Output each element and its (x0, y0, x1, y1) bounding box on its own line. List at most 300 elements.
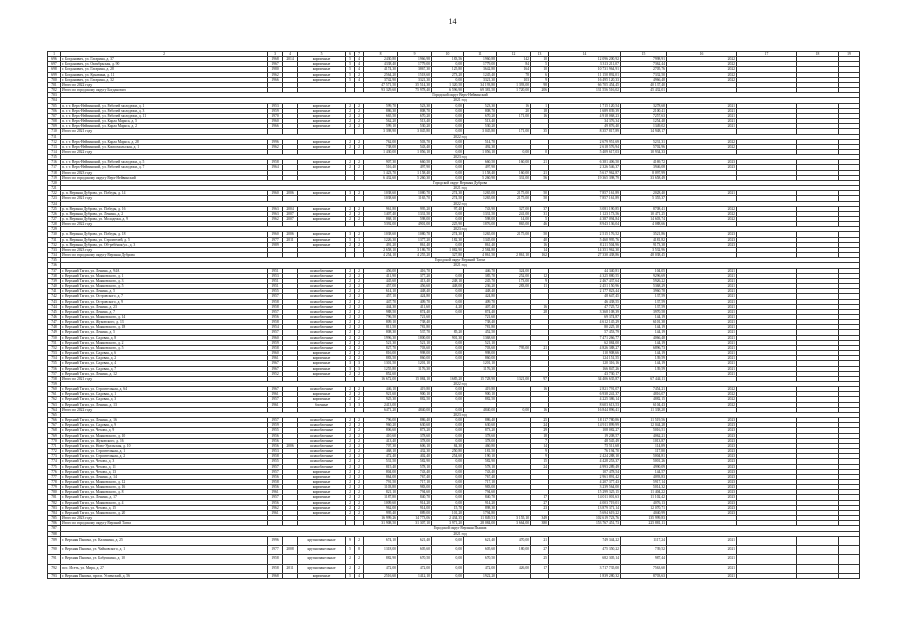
table-cell: 2 (346, 289, 355, 294)
row-number-cell: 775 (48, 464, 61, 469)
table-cell: 961,80 (364, 206, 398, 211)
table-cell: 988,50 (364, 309, 398, 314)
table-cell: 874,40 (464, 309, 497, 314)
table-cell: кирпичные (298, 495, 346, 500)
table-cell: 283,00 (497, 284, 531, 289)
address-cell: г. Верхний Тагил, ул. Маяковского, д. 2 (61, 340, 268, 345)
row-number-cell: 740 (48, 284, 61, 289)
table-cell: 250,80 (432, 449, 464, 454)
row-number-cell: 723 (48, 196, 61, 201)
table-cell: 80 225,18 (549, 325, 621, 330)
table-cell: 6 432,60 (364, 175, 398, 180)
table-cell: 2008 (283, 545, 298, 554)
table-cell: 1 158,40 (398, 170, 432, 175)
table-cell: 2 618 576,94 (549, 144, 621, 149)
table-cell: 15 (531, 459, 549, 464)
row-number-cell: 749 (48, 330, 61, 335)
row-number-cell: 766 (48, 418, 61, 423)
address-cell: г. Верхний Тагил, ул. Маяковского, д. 16 (61, 485, 268, 490)
table-cell: шлакоблочные (298, 428, 346, 433)
table-cell: 0,00 (432, 62, 464, 67)
row-number-cell: 762 (48, 397, 61, 402)
column-number-cell: 2 (61, 52, 268, 57)
table-cell: 3 (346, 366, 355, 371)
table-cell: 411,60 (398, 304, 432, 309)
address-cell: г. Верхний Тагил, ул. Ленина, д. 94А (61, 268, 268, 273)
table-cell: 2 (355, 160, 364, 165)
table-cell: шлакоблочные (298, 278, 346, 283)
table-cell: 0,00 (432, 545, 464, 554)
table-cell: 15 728,90 (464, 376, 497, 381)
table-cell: 40 (531, 237, 549, 242)
table-cell: 4174,30 (364, 67, 398, 72)
table-cell: 46 (531, 222, 549, 227)
table-cell: 46 438,55 (549, 299, 621, 304)
table-cell: 2 (355, 428, 364, 433)
row-number-cell: 735 (48, 258, 61, 263)
table-cell: кирпичные (298, 211, 346, 216)
table-cell: 1958 (268, 320, 283, 325)
table-cell: 886,40 (464, 418, 497, 423)
table-cell: 2 (346, 464, 355, 469)
table-cell: 3278,68 (621, 103, 667, 108)
table-cell: 29 (531, 428, 549, 433)
table-cell: 900,10 (398, 392, 432, 397)
table-cell: 2 (346, 500, 355, 505)
table-cell: 6 596,90 (432, 88, 464, 93)
table-cell: шлакоблочные (298, 449, 346, 454)
table-cell: 821,10 (364, 490, 398, 495)
table-cell: 2 (355, 108, 364, 113)
table-cell: 1957 (268, 469, 283, 474)
table-cell: 2021 (667, 124, 737, 129)
address-cell: п. г. т. Верх-Нейвинский, ул. Рабочей молодежи, д. 1 (61, 103, 268, 108)
table-cell: 409,70 (464, 299, 497, 304)
table-cell: 1956 (268, 314, 283, 319)
table-cell: 1794,80 (464, 510, 497, 515)
table-cell: 1996,30 (364, 335, 398, 340)
table-cell: 1226,30 (364, 237, 398, 242)
table-cell: 794,60 (464, 490, 497, 495)
table-cell: 1265,00 (464, 232, 497, 237)
table-cell: 2 (355, 330, 364, 335)
section-heading-cell: Городской округ Верхняя Пышма (61, 526, 860, 531)
table-cell: 521,10 (464, 340, 497, 345)
table-cell: 4 (355, 67, 364, 72)
table-cell: 171,00 (497, 113, 531, 118)
table-cell: 2021 (667, 320, 737, 325)
table-cell: кирпичные (298, 242, 346, 247)
table-cell: 274,30 (432, 232, 464, 237)
table-cell: 914,20 (398, 500, 432, 505)
table-cell: 3 717 735,00 (549, 564, 621, 573)
column-number-cell: 15 (621, 52, 667, 57)
table-cell: 2021 (667, 278, 737, 283)
column-number-cell: 16 (667, 52, 737, 57)
table-cell: 921,60 (364, 392, 398, 397)
table-cell: 1080,70 (398, 191, 432, 196)
table-cell: 503,70 (398, 139, 432, 144)
table-cell: кирпичные (298, 510, 346, 515)
table-cell: 10 471,25 (621, 211, 667, 216)
table-cell: 2 (346, 351, 355, 356)
table-cell: 738,40 (398, 320, 432, 325)
table-cell: 2 (346, 433, 355, 438)
table-cell: 3 045,80 (464, 129, 497, 134)
table-cell: 27 (531, 500, 549, 505)
row-number-cell: 703 (48, 93, 61, 98)
table-cell: 35 (531, 129, 549, 134)
table-cell: 2 (346, 160, 355, 165)
table-cell (737, 545, 797, 554)
table-cell: 2 (355, 113, 364, 118)
table-cell: 16 844 896,41 (549, 407, 621, 412)
table-cell: 907,30 (364, 160, 398, 165)
table-cell: 14 773,06 (398, 516, 432, 521)
table-cell: 1201,10 (398, 361, 432, 366)
table-cell: 120 316,16 (549, 361, 621, 366)
address-cell: г. Верхний Тагил, ул. Ново-Уральская, д. 10 (61, 443, 268, 448)
table-cell: 497,90 (398, 165, 432, 170)
table-cell: 0,00 (432, 387, 464, 392)
section-heading-cell: 2023 год (61, 155, 860, 160)
table-cell: 2023 (667, 428, 737, 433)
table-cell: 2 (355, 340, 364, 345)
table-cell: 1956 (268, 485, 283, 490)
row-number-cell: 715 (48, 155, 61, 160)
table-cell: 0,00 (497, 149, 531, 154)
table-cell: 385,70 (464, 273, 497, 278)
table-cell: 531,50 (364, 459, 398, 464)
table-cell: 447,70 (364, 299, 398, 304)
table-row (48, 536, 860, 545)
table-cell: 614,10 (364, 289, 398, 294)
table-cell: 2021 (667, 351, 737, 356)
table-cell: 2705,76 (621, 67, 667, 72)
table-cell: 11 102,42 (621, 495, 667, 500)
table-cell: шлакоблочные (298, 335, 346, 340)
table-cell: 874,40 (398, 309, 432, 314)
table-cell: 2 (346, 555, 355, 564)
table-cell: 24 (531, 464, 549, 469)
table-cell: 703,60 (398, 345, 432, 350)
table-cell: 9 (531, 278, 549, 283)
table-cell: 5 (346, 67, 355, 72)
table-cell: 4840,00 (464, 407, 497, 412)
table-cell: 2023 (667, 443, 737, 448)
table-cell: 0,00 (432, 479, 464, 484)
row-number-cell: 790 (48, 545, 61, 554)
table-cell (797, 536, 839, 545)
table-cell: 2023 (667, 165, 737, 170)
section-heading-cell: 2021 год (61, 263, 860, 268)
row-number-cell: 720 (48, 180, 61, 185)
column-number-cell: 13 (531, 52, 549, 57)
address-cell: г. Верхний Тагил, ул. Ленина, д. 5 (61, 330, 268, 335)
table-cell: 1187,80 (364, 495, 398, 500)
table-cell: 2 (355, 320, 364, 325)
table-cell: 11 519,56 (621, 418, 667, 423)
table-cell: 3 (346, 361, 355, 366)
table-cell: 2 (346, 320, 355, 325)
table-cell: 49 876,40 (549, 124, 621, 129)
table-cell: крупнопанельные (298, 555, 346, 564)
table-cell: 521,10 (398, 340, 432, 345)
table-cell: 0,00 (432, 464, 464, 469)
table-cell: 1964 (268, 165, 283, 170)
row-number-cell: 727 (48, 217, 61, 222)
table-cell: 4040,99 (621, 510, 667, 515)
table-cell: 2004 (283, 206, 298, 211)
table-cell: 660,50 (398, 160, 432, 165)
table-cell: 2023 (667, 464, 737, 469)
column-number-cell: 3 (268, 52, 283, 57)
table-cell: 2 (355, 351, 364, 356)
table-cell: 13 879 371,14 (549, 505, 621, 510)
table-cell: 12 070,71 (621, 505, 667, 510)
address-cell: Итого по 2021 году (61, 129, 268, 134)
table-cell: 2 (355, 418, 364, 423)
table-cell: кирпичные (298, 72, 346, 77)
table-cell: 1960 (268, 191, 283, 196)
table-cell: 468,10 (364, 449, 398, 454)
table-cell: 2022 (667, 144, 737, 149)
table-cell: 983,00 (464, 485, 497, 490)
table-cell: 78 (497, 72, 531, 77)
table-cell: 14 351 962,30 (549, 247, 621, 252)
table-cell: 1 430,00 (364, 149, 398, 154)
row-number-cell: 716 (48, 160, 61, 165)
table-cell: 2 (355, 371, 364, 376)
table-cell: 15,70 (432, 505, 464, 510)
table-cell: 1 715 120,54 (549, 103, 621, 108)
table-cell: 2 (346, 397, 355, 402)
table-cell: 0,00 (432, 564, 464, 573)
table-cell: 40 137,40 (621, 82, 667, 87)
table-cell: 816,00 (364, 351, 398, 356)
table-cell: 45 432,01 (621, 88, 667, 93)
table-cell: 804,00 (364, 469, 398, 474)
table-cell: 2 (355, 510, 364, 515)
table-cell: 3 (346, 191, 355, 196)
table-cell: 886,30 (364, 108, 398, 113)
table-cell: 4 428 253,37 (549, 459, 621, 464)
table-cell: 743,90 (464, 206, 497, 211)
section-heading-cell: 2021 год (61, 98, 860, 103)
table-cell: 3 664,00 (497, 521, 531, 526)
table-cell: 2014 (283, 57, 298, 62)
table-cell: 1989 (268, 242, 283, 247)
table-cell: 2028,40 (621, 191, 667, 196)
table-cell: 2 515 176,52 (549, 232, 621, 237)
table-cell: 0,00 (432, 299, 464, 304)
table-cell: 456,00 (364, 268, 398, 273)
row-number-cell: 719 (48, 175, 61, 180)
table-cell: 48 545,49 (549, 438, 621, 443)
table-cell: 2 (346, 387, 355, 392)
table-cell: 413,40 (398, 278, 432, 283)
table-cell: кирпичные (298, 67, 346, 72)
table-cell: 901,30 (432, 335, 464, 340)
table-cell: 2175,00 (497, 196, 531, 201)
table-cell: 426,00 (497, 564, 531, 573)
table-cell: 2021 (667, 340, 737, 345)
table-cell: 2175,00 (497, 191, 531, 196)
row-number-cell: 741 (48, 289, 61, 294)
table-cell: 2 (346, 268, 355, 273)
table-cell: 1922,20 (464, 573, 497, 578)
table-cell: 424,80 (464, 294, 497, 299)
table-cell: 523,30 (464, 103, 497, 108)
table-cell: 2023 (667, 459, 737, 464)
table-row (48, 573, 860, 578)
row-number-cell: 711 (48, 134, 61, 139)
table-cell: 1959 (268, 423, 283, 428)
row-number-cell: 707 (48, 113, 61, 118)
table-cell: 2 (346, 485, 355, 490)
table-cell: 448,40 (464, 289, 497, 294)
table-cell: 2 (355, 211, 364, 216)
table-cell: 852,60 (364, 371, 398, 376)
table-cell: 886,40 (398, 418, 432, 423)
table-cell: 670,20 (398, 113, 432, 118)
table-cell: 925,30 (364, 397, 398, 402)
table-cell: 2 (346, 371, 355, 376)
table-cell: кирпичные (298, 191, 346, 196)
table-cell: 27 330 438,86 (549, 253, 621, 258)
table-cell: 0,00 (432, 77, 464, 82)
table-cell: 1957 (268, 330, 283, 335)
table-cell: 1956 (268, 443, 283, 448)
table-cell: 2 (355, 500, 364, 505)
table-cell: 795,00 (497, 345, 531, 350)
table-cell: 2021 (667, 536, 737, 545)
table-cell: 9 (531, 449, 549, 454)
table-cell: 160,00 (497, 170, 531, 175)
table-cell: 21 (531, 536, 549, 545)
table-cell: 1967 (268, 62, 283, 67)
table-cell: 2 (346, 423, 355, 428)
table-cell: 1 839 280,32 (549, 573, 621, 578)
table-cell: 1953 (268, 103, 283, 108)
table-cell: 2021 (667, 191, 737, 196)
table-cell: шлакоблочные (298, 325, 346, 330)
table-cell: 513,40 (464, 119, 497, 124)
table-cell: 2021 (667, 325, 737, 330)
table-cell: 4990,09 (621, 464, 667, 469)
table-cell: 25 (531, 555, 549, 564)
table-cell: 962,00 (364, 505, 398, 510)
table-cell: 206 (531, 88, 549, 93)
table-cell: 808,70 (464, 108, 497, 113)
table-cell: 248,10 (432, 278, 464, 283)
table-cell: 1955 (268, 459, 283, 464)
table-cell: 15 084,10 (398, 376, 432, 381)
table-cell: 378,00 (398, 438, 432, 443)
address-cell: г. Верхний Тагил, ул. Маяковского, д. 3 (61, 278, 268, 283)
address-cell: Итого по 2022 году (61, 407, 268, 412)
table-cell: 2 (346, 474, 355, 479)
table-cell: 2 (355, 464, 364, 469)
table-cell: 2021 (667, 103, 737, 108)
table-cell: кирпичные (298, 139, 346, 144)
table-cell: 1331,50 (398, 211, 432, 216)
table-cell: 530,20 (398, 124, 432, 129)
table-cell: 1996 (268, 139, 283, 144)
row-number-cell: 754 (48, 356, 61, 361)
table-cell: 11 404,22 (621, 490, 667, 495)
row-number-cell: 773 (48, 454, 61, 459)
table-cell: 446,70 (464, 268, 497, 273)
table-cell: кирпичные (298, 490, 346, 495)
table-cell: 960,20 (364, 423, 398, 428)
table-cell: 0,00 (432, 438, 464, 443)
table-cell: 1 720,00 (497, 88, 531, 93)
table-cell: шлакоблочные (298, 438, 346, 443)
table-cell: 738,40 (464, 320, 497, 325)
table-cell: 25 (531, 418, 549, 423)
address-cell: г. Верхний Тагил, ул. Островского, д. 7 (61, 294, 268, 299)
table-cell: 0,00 (432, 485, 464, 490)
table-cell: 5702,96 (621, 144, 667, 149)
table-cell: 0,00 (432, 428, 464, 433)
table-cell: 0,00 (432, 211, 464, 216)
table-cell: 160,00 (497, 160, 531, 165)
table-cell: 448,40 (398, 289, 432, 294)
table-cell: 0,00 (432, 217, 464, 222)
table-cell: 0,00 (432, 309, 464, 314)
table-cell: 2 (346, 479, 355, 484)
row-number-cell: 768 (48, 428, 61, 433)
table-cell: 2 (355, 485, 364, 490)
table-cell: 1951 (268, 284, 283, 289)
table-cell: 110 908,66 (549, 351, 621, 356)
table-cell: 882,50 (398, 397, 432, 402)
table-cell: 808,30 (364, 330, 398, 335)
table-cell: кирпичные (298, 397, 346, 402)
table-cell: 3 155,10 (497, 516, 531, 521)
table-cell: 144,19 (621, 351, 667, 356)
table-cell: 457,10 (364, 294, 398, 299)
table-cell: 2007 (283, 217, 298, 222)
row-number-cell: 750 (48, 335, 61, 340)
address-cell: Итого по 2023 году (61, 170, 268, 175)
table-cell: 2 (355, 309, 364, 314)
table-cell: 1 393,00 (497, 82, 531, 87)
table-cell: 497,90 (464, 165, 497, 170)
table-cell: 2 (346, 454, 355, 459)
table-cell: 717,10 (464, 479, 497, 484)
table-cell: 5 355,37 (621, 196, 667, 201)
table-cell: 114,89 (621, 443, 667, 448)
column-number-cell: 7 (355, 52, 364, 57)
row-number-cell: 733 (48, 247, 61, 252)
table-cell: 1958 (268, 479, 283, 484)
table-cell: 1955 (268, 289, 283, 294)
table-cell: 2021 (667, 545, 737, 554)
table-cell: 873,20 (464, 428, 497, 433)
table-cell (283, 573, 298, 578)
table-cell: 3321,30 (398, 77, 432, 82)
row-number-cell: 712 (48, 139, 61, 144)
table-cell: 225,90 (432, 222, 464, 227)
row-number-cell: 764 (48, 407, 61, 412)
table-cell: 1967 (268, 361, 283, 366)
column-number-cell: 8 (364, 52, 398, 57)
table-cell: 2 (346, 392, 355, 397)
table-cell (737, 564, 797, 573)
table-cell: 2 (355, 232, 364, 237)
